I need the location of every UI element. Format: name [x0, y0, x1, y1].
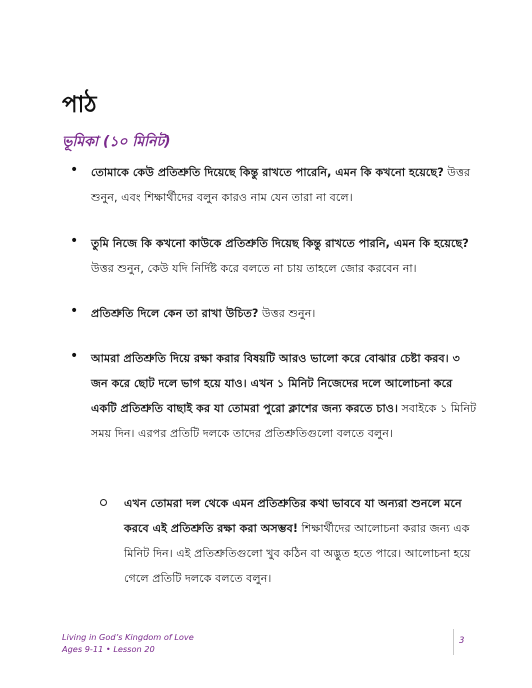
question-text: তুমি নিজে কি কখনো কাউকে প্রতিশ্রুতি দিয়েছ কিন্তু রাখতে পারনি, এমন কি হয়েছে? — [91, 237, 469, 250]
circle-bullet-icon — [100, 499, 107, 506]
list-item — [70, 231, 478, 281]
list-item — [70, 301, 478, 326]
instruction-text: উত্তর শুনুন। — [258, 307, 316, 320]
instruction-text: সবাইকে ১ মিনিট সময় দিন। এরপর প্রতিটি দলকে তাদের প্রতিশ্রুতিগুলো বলতে বলুন। — [91, 402, 477, 440]
list-item-text — [91, 160, 478, 210]
footer-divider — [453, 629, 454, 655]
sub-list-item-text — [124, 491, 478, 591]
list-item-text — [91, 346, 478, 446]
list-item — [70, 346, 478, 446]
question-text: তোমাকে কেউ প্রতিশ্রুতি দিয়েছে কিন্তু রাখতে পারেনি, এমন কি কখনো হয়েছে? — [91, 166, 444, 179]
page-number: 3 — [459, 636, 465, 646]
bullet-icon: • — [70, 303, 79, 319]
footer-lesson-info: Ages 9-11 • Lesson 20 — [62, 644, 155, 654]
activity-text: আমরা প্রতিশ্রুতি দিয়ে রক্ষা করার বিষয়টি আরও ভালো করে বোঝার চেষ্টা করব। ৩ জন করে ছোট দলে ভাগ হয়ে যাও। এখন ১ মিনিট নিজেদের দলে আলোচনা করে একটি প্রতিশ্রুতি বাছাই কর যা তোমরা পুরো ক্লাশের জন্য করতে চাও। — [91, 352, 460, 415]
sub-list-item — [100, 491, 478, 591]
page-title: পাঠ — [62, 92, 97, 118]
bullet-icon: • — [70, 162, 79, 178]
instruction-text: শিক্ষার্থীদের আলোচনা করার জন্য এক মিনিট দিন। এই প্রতিশ্রুতিগুলো খুব কঠিন বা অদ্ভুত হতে পারে। আলোচনা হয়ে গেলে প্রতিটি দলকে বলতে বলুন। — [124, 522, 471, 585]
question-text: প্রতিশ্রুতি দিলে কেন তা রাখা উচিত? — [91, 307, 259, 320]
instruction-text: উত্তর শুনুন, এবং শিক্ষার্থীদের বলুন কারও নাম যেন তারা না বলে। — [91, 166, 471, 204]
footer-series-title: Living in God’s Kingdom of Love — [62, 632, 194, 642]
list-item-text — [91, 231, 478, 281]
footer — [62, 631, 194, 655]
activity-text: এখন তোমরা দল থেকে এমন প্রতিশ্রুতির কথা ভাববে যা অন্যরা শুনলে মনে করবে এই প্রতিশ্রুতি রক্ষা করা অসম্ভব! — [124, 497, 462, 535]
section-heading: ভূমিকা (১০ মিনিট) — [62, 134, 171, 150]
bullet-icon: • — [70, 348, 79, 364]
list-item-text — [91, 301, 478, 326]
list-item — [70, 160, 478, 210]
instruction-text: উত্তর শুনুন, কেউ যদি নির্দিষ্ট করে বলতে না চায় তাহলে জোর করবেন না। — [91, 262, 417, 275]
bullet-icon: • — [70, 233, 79, 249]
